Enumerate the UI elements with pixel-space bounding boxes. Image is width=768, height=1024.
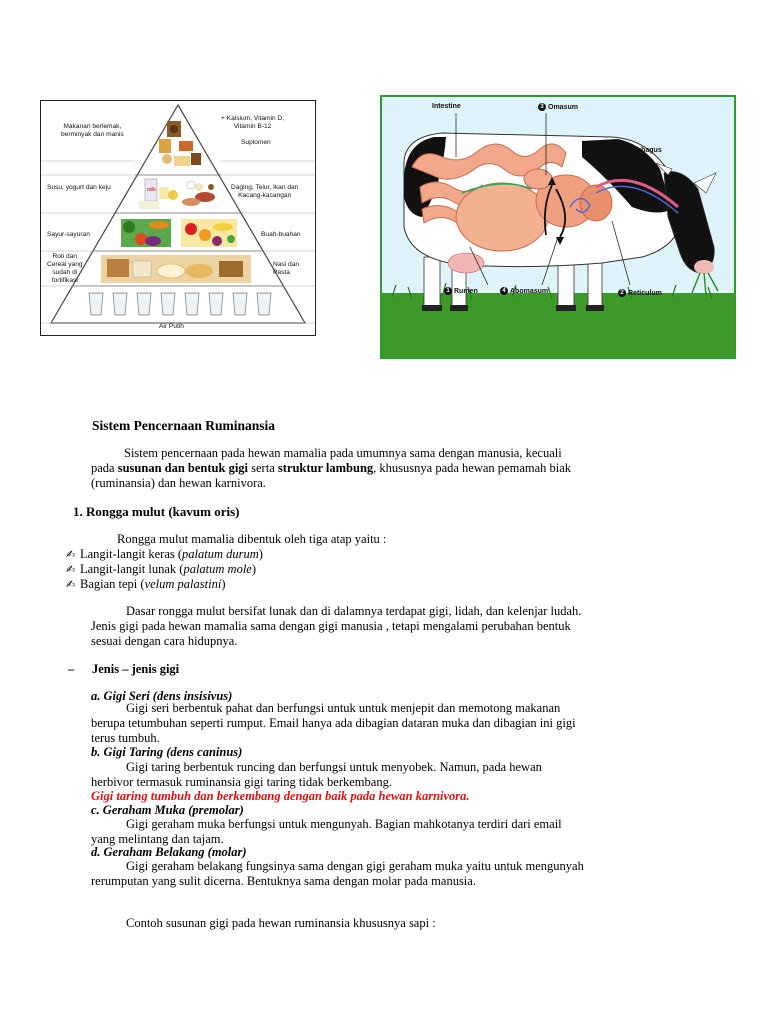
- gigi-taring-line-2: herbivor termasuk ruminansia gigi taring tidak berkembang.: [91, 775, 392, 789]
- cow-digestive-graphic: [382, 97, 734, 357]
- label-abomasum-text: Abomasum: [510, 287, 549, 295]
- geraham-muka-heading: c. Geraham Muka (premolar): [91, 803, 244, 817]
- geraham-belakang-line-2: rerumputan yang sulit dicerna. Bentuknya sama dengan molar pada manusia.: [91, 874, 476, 888]
- label-rumen: [444, 287, 478, 295]
- intro-line-2: [91, 461, 571, 476]
- gigi-taring-note: Gigi taring tumbuh dan berkembang dengan baik pada hewan karnivora.: [91, 789, 470, 803]
- label-fruits: Buah-buahan: [261, 231, 301, 238]
- gigi-seri-heading: a. Gigi Seri (dens insisivus): [91, 689, 233, 703]
- bullet-close: ): [258, 547, 263, 561]
- label-intestine: Intestine: [432, 103, 461, 110]
- gigi-seri-line-1: Gigi seri berbentuk pahat dan berfungsi untuk untuk menjepit dan memotong makanan: [126, 701, 561, 715]
- badge-abomasum-number: 4: [500, 287, 508, 295]
- intro-rest: , khususnya pada hewan pemamah biak: [373, 461, 572, 475]
- geraham-muka-line-1: Gigi geraham muka berfungsi untuk mengunyah. Bagian mahkotanya terdiri dari email: [126, 817, 562, 831]
- intro-bold-gigi: susunan dan bentuk gigi: [117, 461, 249, 475]
- label-omasum-text: Omasum: [548, 103, 578, 111]
- dasar-line-1: Dasar rongga mulut bersifat lunak dan di dalamnya terdapat gigi, lidah, dan kelenjar ludah.: [126, 604, 582, 618]
- gigi-seri-line-3: terus tumbuh.: [91, 731, 160, 745]
- jenis-dash: –: [68, 662, 75, 676]
- contoh-susunan-gigi: Contoh susunan gigi pada hewan ruminansia khususnya sapi :: [126, 916, 436, 930]
- label-bread-cereal: Roti dan Cereal yang sudah di fortifikasi: [47, 253, 83, 284]
- dasar-line-2: Jenis gigi pada hewan mamalia sama dengan gigi manusia , tetapi mengalami perubahan bentuk: [91, 619, 571, 633]
- intro-serta: serta: [248, 461, 278, 475]
- geraham-muka-line-2: yang melintang dan tajam.: [91, 832, 224, 846]
- document-title: Sistem Pencernaan Ruminansia: [92, 418, 276, 433]
- writing-hand-icon: ✍: [66, 578, 76, 591]
- bullet-item-3: [66, 577, 225, 592]
- label-supplements-list: + Kalsium, Vitamin D, Vitamin B-12: [221, 115, 285, 130]
- bullet-text: Bagian tepi (: [80, 577, 145, 591]
- label-vegetables: Sayur-sayuran: [47, 231, 90, 238]
- label-fats-sweets: Makanan berlemak, berminyak dan manis: [61, 123, 124, 138]
- label-rice-pasta: Nasi dan Pasta: [273, 261, 300, 276]
- intro-bold-lambung: struktur lambung: [277, 461, 374, 475]
- food-pyramid-figure: [40, 100, 316, 336]
- label-reticulum-text: Reticulum: [628, 289, 662, 297]
- intro-pada: pada: [91, 461, 118, 475]
- label-rumen-text: Rumen: [454, 287, 478, 295]
- bullet-text: Langit-langit lunak (: [80, 562, 184, 576]
- gigi-taring-heading: b. Gigi Taring (dens caninus): [91, 745, 243, 759]
- label-dairy: Susu, yogurt dan keju: [47, 184, 111, 191]
- label-esophagus: Esophagus: [624, 147, 662, 154]
- writing-hand-icon: ✍: [66, 548, 76, 561]
- bullet-close: ): [251, 562, 257, 576]
- bullet-latin: palatum durum: [182, 547, 259, 561]
- geraham-belakang-heading: d. Geraham Belakang (molar): [91, 845, 247, 859]
- badge-rumen-number: 1: [444, 287, 452, 295]
- bullet-close: ): [221, 577, 226, 591]
- intro-line-3: (ruminansia) dan hewan karnivora.: [91, 476, 266, 490]
- bullet-item-1: [66, 547, 263, 562]
- cow-digestive-figure: [380, 95, 736, 359]
- label-suplemen: Suplomen: [241, 139, 271, 146]
- milk-carton-label: milk: [147, 187, 156, 193]
- bullet-latin: velum palastini: [144, 577, 222, 591]
- badge-reticulum-number: 2: [618, 289, 626, 297]
- label-abomasum: [500, 287, 548, 295]
- writing-hand-icon: ✍: [66, 563, 76, 576]
- bullet-item-2: [66, 562, 256, 577]
- geraham-belakang-line-1: Gigi geraham belakang fungsinya sama dengan gigi geraham muka yaitu untuk mengunyah: [126, 859, 584, 873]
- dasar-line-3: sesuai dengan cara hidupnya.: [91, 634, 238, 648]
- gigi-seri-line-2: berupa tetumbuhan seperti rumput. Email hanya ada dibagian dataran muka dan dibagian ini gigi: [91, 716, 576, 730]
- label-reticulum: [618, 289, 662, 297]
- gigi-taring-line-1: Gigi taring berbentuk runcing dan berfungsi untuk menyobek. Namun, pada hewan: [126, 760, 542, 774]
- section-heading-rongga-mulut: 1. Rongga mulut (kavum oris): [73, 504, 240, 519]
- label-omasum: [538, 103, 578, 111]
- label-water: Air Putih: [159, 323, 184, 330]
- bullet-latin: palatum mole: [183, 562, 252, 576]
- jenis-gigi-heading: Jenis – jenis gigi: [92, 662, 180, 676]
- badge-omasum-number: 3: [538, 103, 546, 111]
- bullet-text: Langit-langit keras (: [80, 547, 183, 561]
- intro-line-1: Sistem pencernaan pada hewan mamalia pada umumnya sama dengan manusia, kecuali: [124, 446, 562, 460]
- atap-intro: Rongga mulut mamalia dibentuk oleh tiga atap yaitu :: [117, 532, 387, 546]
- label-protein: Daging, Telur, Ikan dan Kacang-kacangan: [231, 184, 299, 199]
